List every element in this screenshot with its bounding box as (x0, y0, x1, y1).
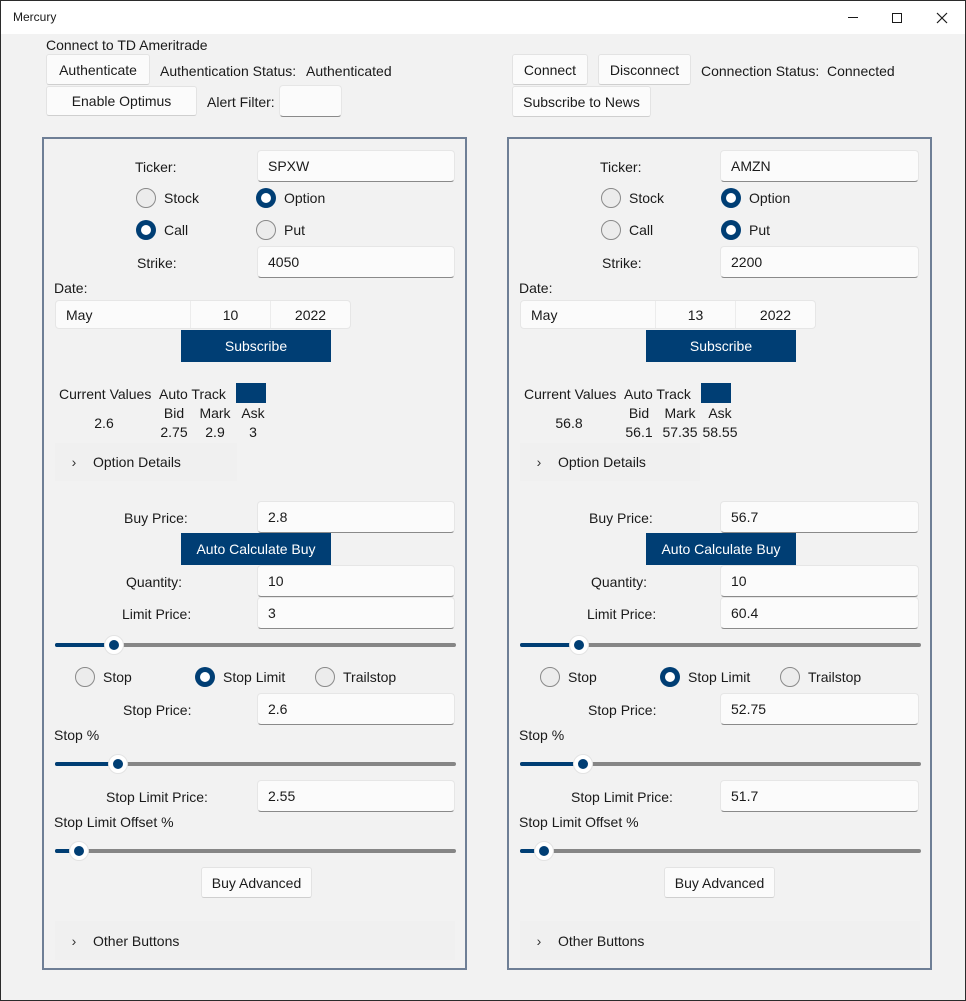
slider-thumb[interactable] (573, 754, 593, 774)
ticker-input[interactable]: AMZN (720, 150, 919, 182)
authenticate-button[interactable]: Authenticate (46, 54, 150, 85)
close-button[interactable] (919, 1, 965, 34)
stop-radio[interactable] (75, 667, 95, 687)
option-details-expander[interactable] (520, 443, 700, 481)
bid-value: 56.1 (625, 424, 653, 440)
mark-value: 57.35 (662, 424, 698, 440)
limit-price-input[interactable]: 60.4 (720, 597, 919, 629)
other-buttons-label: Other Buttons (93, 932, 180, 949)
slider-thumb[interactable] (104, 635, 124, 655)
mark-label: Mark (664, 405, 696, 421)
option-radio-label: Option (284, 190, 326, 206)
stop-limit-radio[interactable] (195, 667, 215, 687)
stop-limit-price-label: Stop Limit Price: (571, 789, 673, 805)
stop-pct-label: Stop % (519, 727, 565, 743)
subscribe-button[interactable]: Subscribe (646, 330, 796, 362)
date-label: Date: (519, 280, 553, 296)
trailstop-radio[interactable] (315, 667, 335, 687)
strike-input[interactable]: 4050 (257, 246, 455, 278)
call-radio-label: Call (629, 222, 654, 238)
option-details-expander[interactable] (55, 443, 237, 481)
minimize-button[interactable] (830, 1, 876, 34)
quantity-input[interactable]: 10 (720, 565, 919, 597)
date-year[interactable]: 2022 (759, 306, 792, 323)
subscribe-button[interactable]: Subscribe (181, 330, 331, 362)
call-radio[interactable] (601, 220, 621, 240)
ask-value: 58.55 (702, 424, 738, 440)
stop-pct-slider[interactable] (520, 754, 921, 774)
chevron-right-icon: › (536, 454, 542, 470)
quantity-label: Quantity: (591, 574, 648, 590)
stop-pct-label: Stop % (54, 727, 100, 743)
trailstop-radio-label: Trailstop (808, 669, 862, 685)
auto-track-label: Auto Track (159, 386, 226, 402)
buy-advanced-button[interactable]: Buy Advanced (664, 867, 775, 898)
bid-label: Bid (163, 405, 185, 421)
stop-limit-offset-label: Stop Limit Offset % (54, 814, 174, 830)
stop-pct-slider[interactable] (55, 754, 456, 774)
slider-thumb[interactable] (534, 841, 554, 861)
limit-price-input[interactable]: 3 (257, 597, 455, 629)
stop-limit-offset-label: Stop Limit Offset % (519, 814, 639, 830)
date-day[interactable]: 10 (191, 301, 271, 328)
connect-title: Connect to TD Ameritrade (46, 37, 208, 53)
current-values-label: Current Values (524, 386, 617, 402)
enable-optimus-button[interactable]: Enable Optimus (46, 86, 197, 116)
ticker-input[interactable]: SPXW (257, 150, 455, 182)
put-radio-label: Put (749, 222, 771, 238)
bid-label: Bid (628, 405, 650, 421)
stock-radio[interactable] (601, 188, 621, 208)
other-buttons-expander[interactable] (520, 921, 920, 960)
option-details-label: Option Details (93, 454, 181, 470)
put-radio[interactable] (721, 220, 741, 240)
option-radio-label: Option (749, 190, 791, 206)
date-label: Date: (54, 280, 88, 296)
stock-radio-label: Stock (629, 190, 665, 206)
date-year[interactable]: 2022 (294, 306, 327, 323)
connection-status-label: Connection Status: (701, 63, 820, 79)
current-value: 56.8 (555, 415, 583, 431)
buy-price-label: Buy Price: (589, 510, 653, 526)
mark-value: 2.9 (205, 424, 225, 440)
current-value: 2.6 (94, 415, 114, 431)
stop-price-input[interactable]: 52.75 (720, 693, 919, 725)
ask-label: Ask (708, 405, 732, 421)
strike-label: Strike: (602, 255, 642, 271)
ask-value: 3 (249, 424, 257, 440)
order-panel-right (507, 137, 932, 970)
stop-limit-radio-label: Stop Limit (688, 669, 751, 685)
call-radio-label: Call (164, 222, 189, 238)
auto-track-label: Auto Track (624, 386, 691, 402)
stock-radio-label: Stock (164, 190, 200, 206)
stop-price-label: Stop Price: (588, 702, 657, 718)
buy-price-label: Buy Price: (124, 510, 188, 526)
stop-limit-price-label: Stop Limit Price: (106, 789, 208, 805)
date-picker[interactable] (55, 300, 351, 329)
strike-label: Strike: (137, 255, 177, 271)
subscribe-news-button[interactable]: Subscribe to News (512, 86, 651, 117)
option-radio[interactable] (256, 188, 276, 208)
other-buttons-label: Other Buttons (558, 932, 645, 949)
strike-input[interactable]: 2200 (720, 246, 919, 278)
ask-label: Ask (241, 405, 265, 421)
put-radio[interactable] (256, 220, 276, 240)
maximize-button[interactable] (874, 1, 920, 34)
auth-status-label: Authentication Status: (160, 63, 297, 79)
chevron-right-icon: › (71, 454, 77, 470)
auth-status-value: Authenticated (306, 63, 392, 79)
quantity-input[interactable]: 10 (257, 565, 455, 597)
slider-thumb[interactable] (569, 635, 589, 655)
option-radio[interactable] (721, 188, 741, 208)
stop-limit-price-input[interactable]: 51.7 (720, 780, 919, 812)
title-bar[interactable] (1, 1, 965, 34)
stop-price-input[interactable]: 2.6 (257, 693, 455, 725)
stop-limit-offset-slider[interactable] (520, 841, 921, 861)
limit-price-label: Limit Price: (587, 606, 657, 622)
stop-price-label: Stop Price: (123, 702, 192, 718)
date-month[interactable]: May (56, 301, 191, 328)
stop-radio-label: Stop (568, 669, 597, 685)
close-icon (936, 12, 948, 24)
ticker-label: Ticker: (600, 159, 642, 175)
stop-limit-offset-slider[interactable] (55, 841, 456, 861)
stop-radio-label: Stop (103, 669, 132, 685)
minimize-icon (848, 17, 858, 18)
mark-label: Mark (199, 405, 231, 421)
limit-price-slider[interactable] (520, 635, 921, 655)
auto-track-toggle[interactable] (701, 383, 731, 403)
auto-calculate-buy-button[interactable]: Auto Calculate Buy (646, 533, 796, 565)
limit-price-slider[interactable] (55, 635, 456, 655)
buy-price-input[interactable]: 56.7 (720, 501, 919, 533)
auto-calculate-buy-button[interactable]: Auto Calculate Buy (181, 533, 331, 565)
connection-status-value: Connected (827, 63, 895, 79)
window-title: Mercury (13, 10, 57, 24)
quantity-label: Quantity: (126, 574, 183, 590)
put-radio-label: Put (284, 222, 306, 238)
trailstop-radio[interactable] (780, 667, 800, 687)
disconnect-button[interactable]: Disconnect (598, 54, 691, 85)
slider-thumb[interactable] (108, 754, 128, 774)
buy-price-input[interactable]: 2.8 (257, 501, 455, 533)
limit-price-label: Limit Price: (122, 606, 192, 622)
trailstop-radio-label: Trailstop (343, 669, 397, 685)
call-radio[interactable] (136, 220, 156, 240)
stop-limit-price-input[interactable]: 2.55 (257, 780, 455, 812)
date-picker[interactable] (520, 300, 816, 329)
alert-filter-input[interactable] (279, 85, 342, 117)
current-values-label: Current Values (59, 386, 152, 402)
chevron-right-icon: › (536, 932, 542, 949)
bid-value: 2.75 (160, 424, 188, 440)
date-day[interactable]: 13 (656, 301, 736, 328)
stop-radio[interactable] (540, 667, 560, 687)
alert-filter-label: Alert Filter: (207, 94, 275, 110)
option-details-label: Option Details (558, 454, 646, 470)
stop-limit-radio-label: Stop Limit (223, 669, 286, 685)
date-month[interactable]: May (521, 301, 656, 328)
order-panel-left (42, 137, 467, 970)
chevron-right-icon: › (71, 932, 77, 949)
slider-thumb[interactable] (69, 841, 89, 861)
connect-button[interactable]: Connect (512, 54, 588, 85)
stock-radio[interactable] (136, 188, 156, 208)
buy-advanced-button[interactable]: Buy Advanced (201, 867, 312, 898)
maximize-icon (892, 13, 902, 23)
other-buttons-expander[interactable] (55, 921, 455, 960)
auto-track-toggle[interactable] (236, 383, 266, 403)
stop-limit-radio[interactable] (660, 667, 680, 687)
ticker-label: Ticker: (135, 159, 177, 175)
